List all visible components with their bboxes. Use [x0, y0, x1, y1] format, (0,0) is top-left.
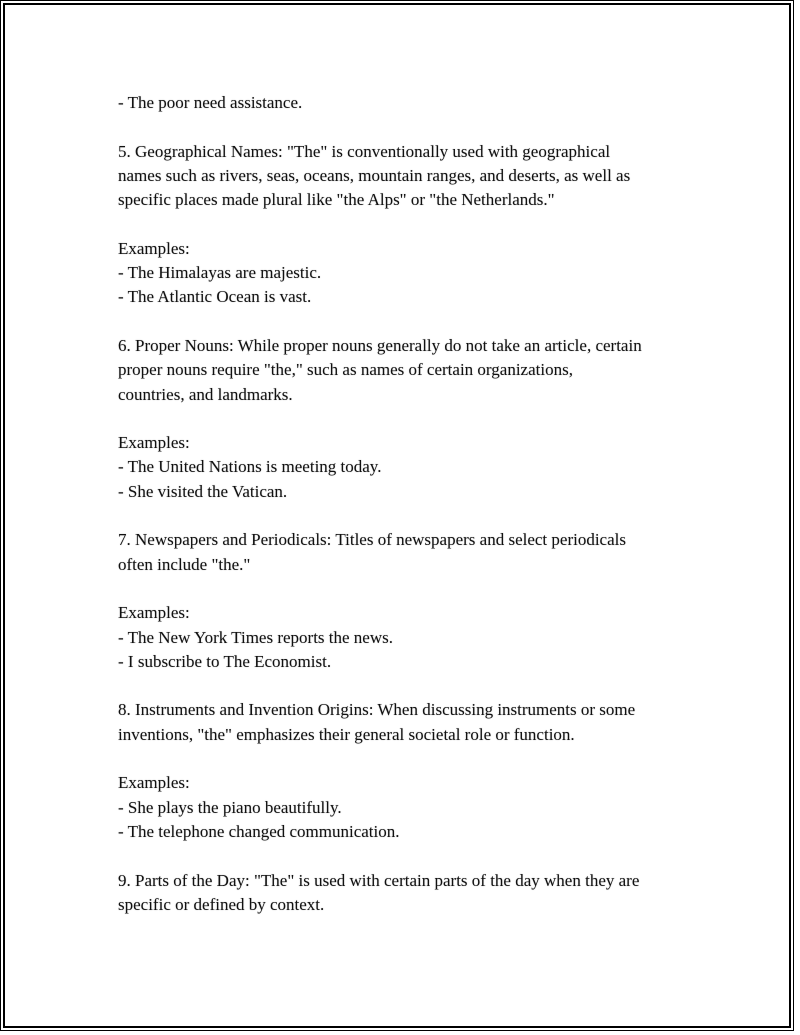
blank-line — [118, 407, 718, 431]
example-item: - The United Nations is meeting today. — [118, 457, 382, 477]
section-9-heading: 9. Parts of the Day: "The" is used with certain parts of the day when they are — [118, 870, 640, 890]
example-item: - The New York Times reports the news. — [118, 627, 393, 647]
examples-label: Examples: — [118, 603, 190, 623]
blank-line — [118, 844, 718, 868]
example-item: - I subscribe to The Economist. — [118, 651, 332, 671]
section-5-heading: 5. Geographical Names: "The" is conventionally used with geographical — [118, 141, 611, 161]
text-line: names such as rivers, seas, oceans, mountain ranges, and deserts, as well as — [118, 165, 631, 185]
document-body — [118, 91, 718, 917]
example-item: - She visited the Vatican. — [118, 481, 288, 501]
example-item: - She plays the piano beautifully. — [118, 797, 342, 817]
text-line: - The poor need assistance. — [118, 93, 303, 112]
text-line: specific places made plural like "the Alps" or "the Netherlands." — [118, 190, 555, 210]
blank-line — [118, 212, 718, 236]
text-line: proper nouns require "the," such as names of certain organizations, — [118, 360, 573, 380]
examples-label: Examples: — [118, 433, 190, 453]
text-line: countries, and landmarks. — [118, 384, 293, 404]
example-item: - The Atlantic Ocean is vast. — [118, 287, 312, 307]
examples-label: Examples: — [118, 773, 190, 793]
text-line: specific or defined by context. — [118, 894, 325, 914]
blank-line — [118, 115, 718, 139]
example-item: - The Himalayas are majestic. — [118, 263, 322, 283]
example-item: - The telephone changed communication. — [118, 821, 400, 841]
blank-line — [118, 674, 718, 698]
blank-line — [118, 577, 718, 601]
examples-label: Examples: — [118, 238, 190, 258]
blank-line — [118, 310, 718, 334]
section-8-heading: 8. Instruments and Invention Origins: When discussing instruments or some — [118, 700, 636, 720]
text-line: inventions, "the" emphasizes their general societal role or function. — [118, 724, 575, 744]
blank-line — [118, 504, 718, 528]
blank-line — [118, 747, 718, 771]
text-line: often include "the." — [118, 554, 251, 574]
section-6-heading: 6. Proper Nouns: While proper nouns generally do not take an article, certain — [118, 335, 642, 355]
section-7-heading: 7. Newspapers and Periodicals: Titles of newspapers and select periodicals — [118, 530, 626, 550]
